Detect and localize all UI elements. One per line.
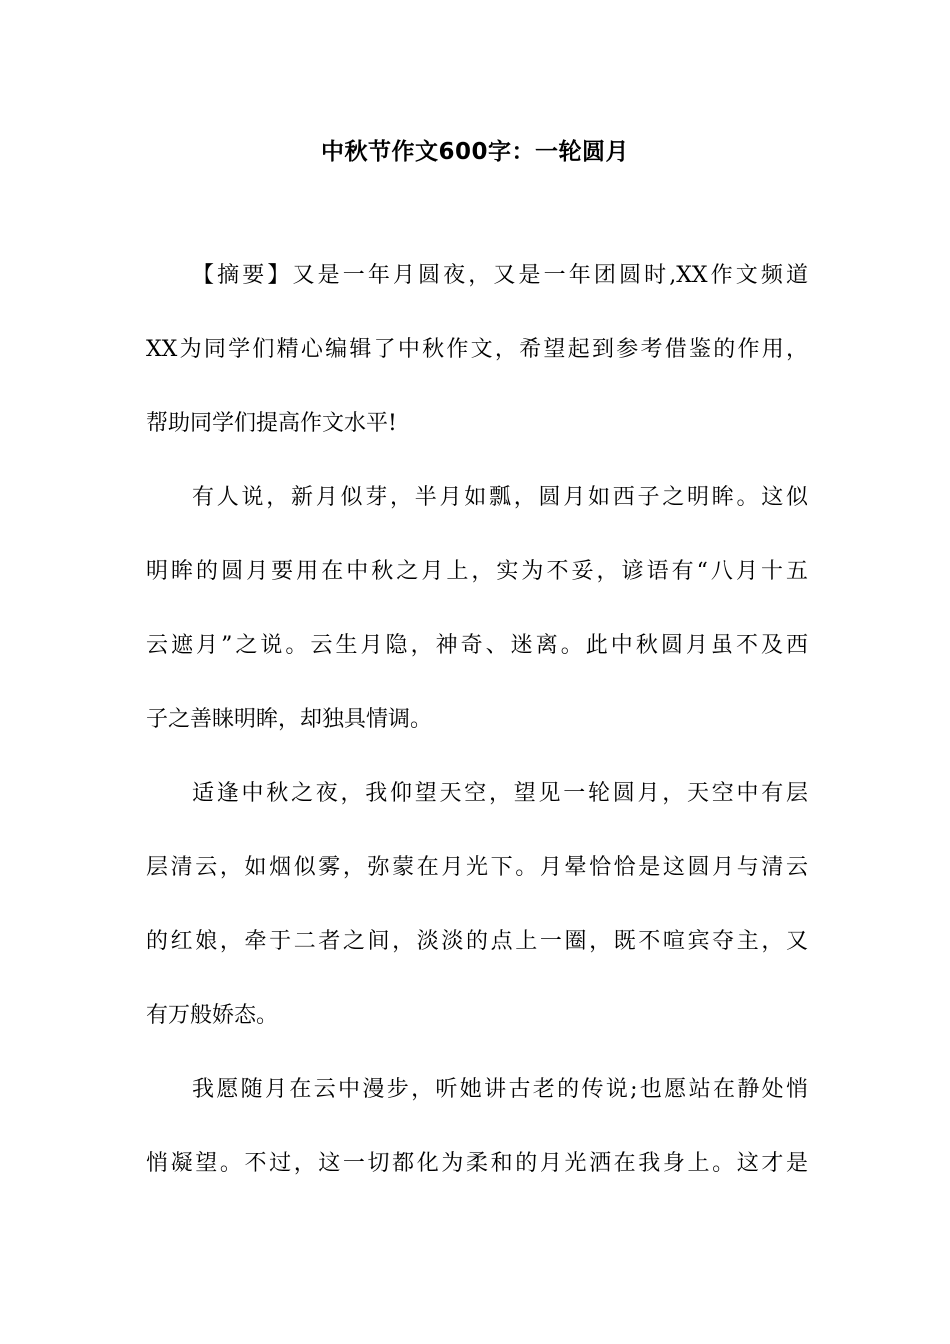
- text-line: XX为同学们精心编辑了中秋作文，希望起到参考借鉴的作用，: [146, 337, 808, 362]
- text-line: 有万般娇态。: [146, 1003, 279, 1028]
- text-line: 的红娘，牵于二者之间，淡淡的点上一圈，既不喧宾夺主，又: [146, 929, 808, 954]
- text-line: 明眸的圆月要用在中秋之月上，实为不妥，谚语有“八月十五: [146, 559, 808, 584]
- text-line: 云遮月”之说。云生月隐，神奇、迷离。此中秋圆月虽不及西: [146, 633, 808, 658]
- text-line: 适逢中秋之夜，我仰望天空，望见一轮圆月，天空中有层: [192, 781, 808, 806]
- document-title: 中秋节作文600字：一轮圆月: [320, 139, 629, 165]
- text-line: 层清云，如烟似雾，弥蒙在月光下。月晕恰恰是这圆月与清云: [146, 855, 808, 880]
- text-line: 悄凝望。不过，这一切都化为柔和的月光洒在我身上。这才是: [146, 1151, 808, 1176]
- text-line: 我愿随月在云中漫步，听她讲古老的传说;也愿站在静处悄: [192, 1077, 808, 1102]
- text-line: 有人说，新月似芽，半月如瓢，圆月如西子之明眸。这似: [192, 485, 808, 510]
- document-body: [146, 256, 808, 1218]
- text-line: 帮助同学们提高作文水平!: [146, 411, 397, 436]
- text-line: 子之善睐明眸，却独具情调。: [146, 707, 433, 732]
- text-line: 【摘要】又是一年月圆夜，又是一年团圆时,XX作文频道: [192, 263, 808, 288]
